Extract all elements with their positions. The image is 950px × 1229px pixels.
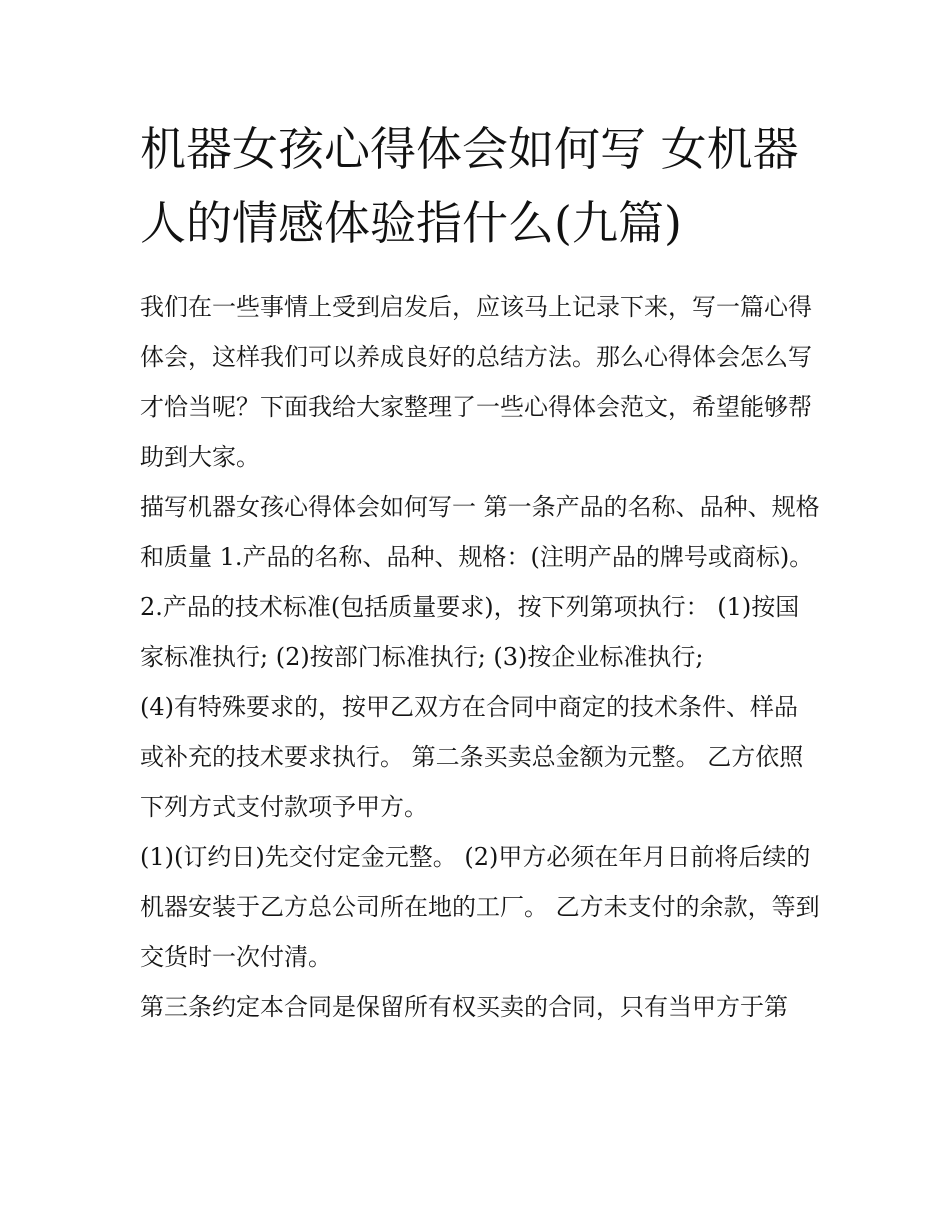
document-title: 机器女孩心得体会如何写 女机器人的情感体验指什么(九篇) — [140, 122, 799, 250]
paragraph-article-three: 第三条约定本合同是保留所有权买卖的合同，只有当甲方于第 — [140, 993, 788, 1021]
document-content — [140, 112, 820, 1032]
paragraph-intro: 我们在一些事情上受到启发后，应该马上记录下来，写一篇心得体会，这样我们可以养成良好的总结方法。那么心得体会怎么写才恰当呢？下面我给大家整理了一些心得体会范文，希望能够帮助到大家。 — [140, 293, 812, 471]
paragraph-product-name: 描写机器女孩心得体会如何写一 第一条产品的名称、品种、规格和质量 1.产品的名称、品种、规格：(注明产品的牌号或商标)。 — [140, 493, 820, 571]
paragraph-special-requirements: (4)有特殊要求的，按甲乙双方在合同中商定的技术条件、样品或补充的技术要求执行。 第二条买卖总金额为元整。 乙方依照下列方式支付款项予甲方。 — [140, 693, 804, 821]
paragraph-technical-standard: 2.产品的技术标准(包括质量要求)，按下列第项执行： (1)按国家标准执行; (2)按部门标准执行; (3)按企业标准执行; — [140, 593, 800, 671]
paragraph-payment-terms: (1)(订约日)先交付定金元整。 (2)甲方必须在年月日前将后续的机器安装于乙方总公司所在地的工厂。 乙方未支付的余款，等到交货时一次付清。 — [140, 843, 820, 971]
